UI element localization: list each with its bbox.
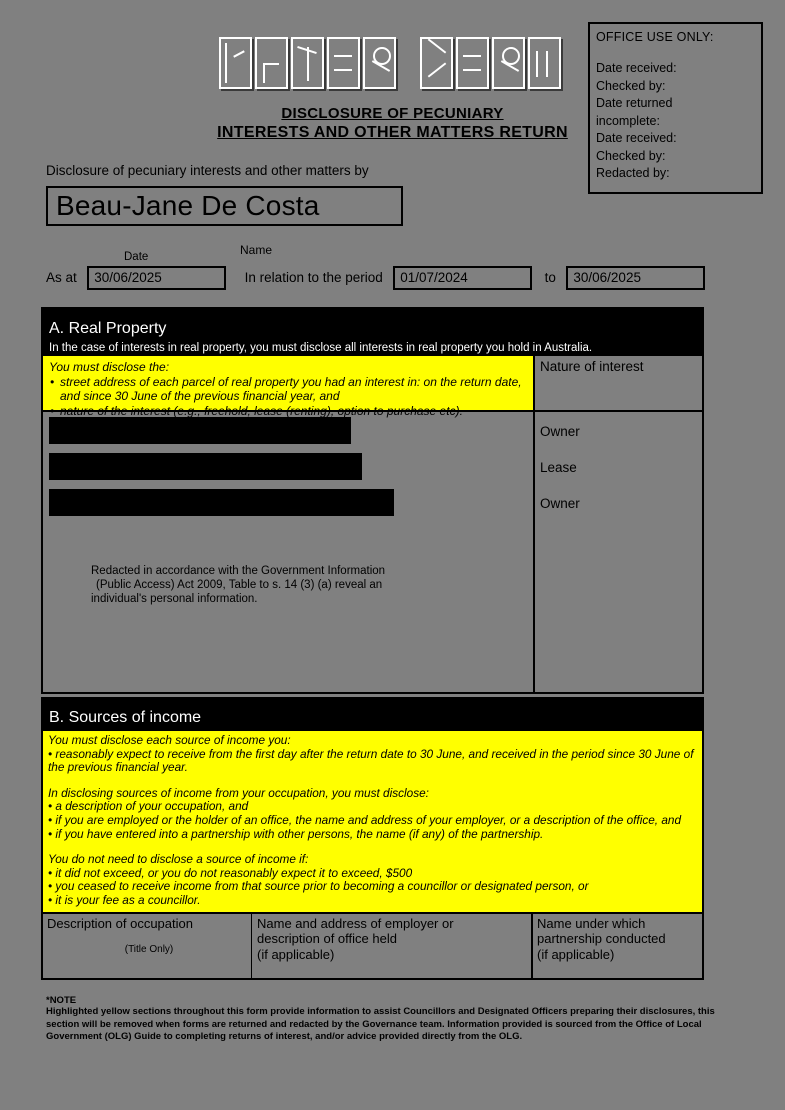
office-use-line-redacted-by: Redacted by: [596,166,670,180]
office-use-line-date-received: Date received: [596,61,677,75]
section-a-body-row [43,412,702,692]
section-a-real-property [41,307,704,694]
section-b-col-partnership [533,914,702,978]
as-at-date-input[interactable]: 30/06/2025 [87,266,226,290]
disclosure-by-label: Disclosure of pecuniary interests and other matters by [46,163,369,178]
footer-note [46,995,736,1044]
period-row [46,266,705,290]
section-b-yellow-line-9: • you ceased to receive income from that source prior to becoming a councillor or designated person, or [48,879,589,894]
section-b-yellow-line-4: • a description of your occupation, and [48,799,249,814]
logo-glyph-n2 [291,37,324,89]
as-at-label: As at [46,270,77,285]
logo-glyph-r [363,37,396,89]
section-b-yellow-line-10: • it is your fee as a councillor. [48,892,201,907]
section-a-yellow-bullet-2: • nature of the interest (e.g., freehold, lease (renting), option to purchase etc). [60,404,528,419]
section-b-top-bar [43,699,702,708]
section-b-yellow-line-2: • reasonably expect to receive from the first day after the return date to 30 June, and received in the period since 30 June of the previous financial year. [48,746,694,775]
redaction-note-line-2: (Public Access) Act 2009, Table to s. 14 (3) (a) reveal an [96,579,383,591]
section-a-yellow-intro: You must disclose the: [49,360,170,374]
inner-west-logo [212,32,567,94]
document-title-line1: DISCLOSURE OF PECUNIARY [281,105,504,122]
redaction-note-line-1: Redacted in accordance with the Government Information [91,565,386,577]
logo-glyph-t [528,37,561,89]
logo-glyph-e1 [327,37,360,89]
office-use-line-date-received-2: Date received: [596,131,677,145]
name-field-value: Beau-Jane De Costa [56,190,320,221]
section-b-col-employer [252,914,533,978]
section-a-top-bar [43,309,702,319]
section-b-yellow-gap-1 [48,775,698,787]
redaction-note-line-3: individual's personal information. [91,593,258,605]
section-b-column-headers [43,912,702,978]
section-b-yellow-line-7: You do not need to disclose a source of income if: [48,852,309,867]
nature-of-interest-header: Nature of interest [535,356,702,412]
redaction-note [43,564,533,606]
section-b-col1-subheader: (Title Only) [124,944,174,956]
logo-glyph-w [420,37,453,89]
name-field[interactable] [46,186,403,226]
date-field-caption: Date [124,251,149,263]
section-a-title: A. Real Property [43,319,702,341]
office-use-heading: OFFICE USE ONLY: [596,30,714,44]
section-a-header-row [43,356,702,418]
office-use-line-incomplete: incomplete: [596,113,660,128]
section-b-col1-header: Description of occupation [47,915,193,931]
redacted-address-2 [49,453,362,480]
logo-glyph-s [492,37,525,89]
section-b-col2-header-line2: description of office held [257,931,397,947]
footer-note-label: *NOTE [46,995,77,1006]
section-a-nature-header-cell [535,356,702,412]
logo-glyph-i [219,37,252,89]
office-use-line-checked-by-2: Checked by: [596,148,666,163]
section-b-sources-of-income [41,697,704,980]
logo-glyph-n1 [255,37,288,89]
section-a-subtitle: In the case of interests in real property, you must disclose all interests in real property you hold in Australia. [43,341,702,356]
section-a-yellow-bullet-1: • street address of each parcel of real property you had an interest in: on the return date, and since 30 June of the previous financial year, and [60,375,528,404]
document-title-line2: INTERESTS AND OTHER MATTERS RETURN [217,124,568,141]
footer-note-body: Highlighted yellow sections throughout this form provide information to assist Councillors and Designated Officers preparing their disclosures, this section will be removed when forms are returned and redacted by the Governance team. Information provided is sourced from the Office of Local Government (OLG) Guide to completing returns of interest, and/or advice provided directly from the OLG. [46,1006,715,1042]
section-a-yellow-instructions [43,356,533,418]
section-b-yellow-line-6: • if you have entered into a partnership with other persons, the name (if any) of the partnership. [48,826,544,841]
section-b-col2-header-line3: (if applicable) [257,946,335,962]
section-b-col2-header-line1: Name and address of employer or [257,915,454,931]
section-a-nature-column [535,412,702,692]
section-a-instructions-cell [43,356,535,418]
period-from-input[interactable]: 01/07/2024 [393,266,532,290]
section-b-col3-header-line3: (if applicable) [537,946,615,962]
section-b-col-occupation [43,914,252,978]
redacted-address-3 [49,489,394,516]
section-a-yellow-bullet-list [49,375,528,419]
document-title [0,105,785,142]
office-use-line-date-returned: Date returned [596,96,673,110]
section-b-col3-header-line2: partnership conducted [537,931,666,947]
section-b-col3-header-line1: Name under which [537,915,646,931]
nature-of-interest-value-1: Owner [540,424,580,439]
section-b-title: B. Sources of income [43,708,702,731]
section-b-yellow-instructions [43,731,702,912]
logo-glyph-e2 [456,37,489,89]
section-b-yellow-line-5: • if you are employed or the holder of an office, the name and address of your employer, or a description of the office, and [48,812,682,827]
section-a-address-column [43,412,535,692]
name-field-caption: Name [240,243,273,257]
period-to-input[interactable]: 30/06/2025 [566,266,705,290]
section-b-yellow-line-1: You must disclose each source of income you: [48,733,291,747]
to-label: to [544,270,556,285]
nature-of-interest-value-3: Owner [540,496,580,511]
office-use-line-checked-by: Checked by: [596,78,666,93]
section-b-yellow-line-3: In disclosing sources of income from your occupation, you must disclose: [48,785,429,800]
period-label: In relation to the period [244,270,383,285]
section-b-yellow-line-8: • it did not exceed, or you do not reasonably expect it to exceed, $500 [48,865,413,880]
redacted-address-1 [49,417,351,444]
nature-of-interest-value-2: Lease [540,460,577,475]
